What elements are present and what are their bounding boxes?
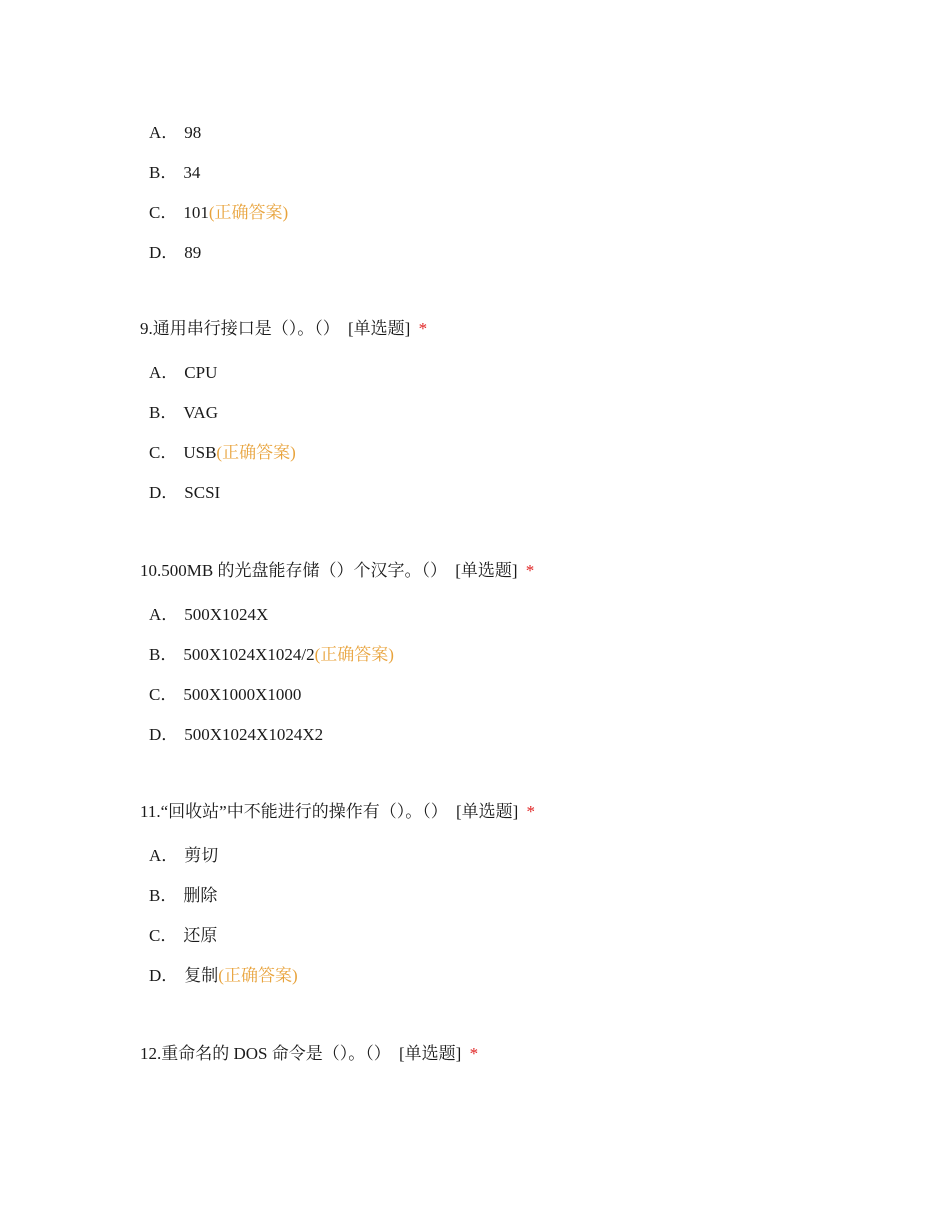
option-separator: ． bbox=[160, 685, 178, 704]
question-text: 12.重命名的 DOS 命令是（）。（） bbox=[140, 1044, 391, 1063]
option-b bbox=[140, 393, 900, 433]
correct-answer-label: (正确答案) bbox=[208, 203, 289, 222]
option-letter: D bbox=[149, 966, 162, 985]
question-title bbox=[140, 557, 900, 585]
option-letter: C bbox=[149, 926, 161, 945]
option-a bbox=[140, 836, 900, 876]
option-separator: ． bbox=[160, 926, 178, 945]
option-separator: ． bbox=[160, 203, 178, 222]
option-text: VAG bbox=[183, 403, 218, 422]
option-text: 复制 bbox=[184, 966, 219, 985]
option-c bbox=[140, 675, 900, 715]
option-text: 101 bbox=[183, 203, 209, 222]
option-separator: ． bbox=[161, 363, 179, 382]
question-type-tag: [单选题] bbox=[455, 561, 518, 580]
option-letter: C bbox=[149, 443, 161, 462]
option-separator: ． bbox=[161, 966, 179, 985]
option-separator: ． bbox=[160, 163, 178, 182]
option-letter: B bbox=[149, 886, 161, 905]
option-text: 500X1024X1024X2 bbox=[184, 725, 324, 744]
option-c bbox=[140, 193, 900, 233]
option-text: 500X1024X1024/2 bbox=[183, 645, 315, 664]
option-separator: ． bbox=[160, 645, 178, 664]
option-letter: D bbox=[149, 243, 162, 262]
option-d bbox=[140, 233, 900, 273]
option-letter: A bbox=[149, 605, 162, 624]
question-text: 9.通用串行接口是（）。（） bbox=[140, 319, 340, 338]
question-11 bbox=[140, 798, 900, 996]
option-text: 还原 bbox=[183, 926, 218, 945]
question-type-tag: [单选题] bbox=[399, 1044, 462, 1063]
question-12 bbox=[140, 1040, 900, 1068]
required-mark: * bbox=[469, 1044, 479, 1063]
option-text: 34 bbox=[183, 163, 201, 182]
option-text: USB bbox=[183, 443, 217, 462]
option-d bbox=[140, 473, 900, 513]
required-mark: * bbox=[525, 561, 535, 580]
option-separator: ． bbox=[161, 846, 179, 865]
option-letter: D bbox=[149, 483, 162, 502]
option-letter: A bbox=[149, 846, 162, 865]
option-separator: ． bbox=[161, 605, 179, 624]
option-a bbox=[140, 595, 900, 635]
option-text: 删除 bbox=[183, 886, 218, 905]
option-text: 剪切 bbox=[184, 846, 219, 865]
option-b bbox=[140, 153, 900, 193]
option-letter: B bbox=[149, 403, 161, 422]
question-11-options bbox=[140, 836, 900, 996]
option-a bbox=[140, 113, 900, 153]
question-type-tag: [单选题] bbox=[348, 319, 411, 338]
option-text: 98 bbox=[184, 123, 202, 142]
option-c bbox=[140, 433, 900, 473]
correct-answer-label: (正确答案) bbox=[314, 645, 394, 664]
required-mark: * bbox=[418, 319, 428, 338]
option-separator: ． bbox=[160, 443, 178, 462]
option-letter: B bbox=[149, 163, 161, 182]
option-letter: B bbox=[149, 645, 161, 664]
option-separator: ． bbox=[160, 886, 178, 905]
question-title bbox=[140, 798, 900, 826]
question-title bbox=[140, 1040, 900, 1068]
option-separator: ． bbox=[161, 123, 179, 142]
question-text: 11.“回收站”中不能进行的操作有（）。（） bbox=[140, 802, 448, 821]
option-separator: ． bbox=[161, 483, 179, 502]
option-d bbox=[140, 715, 900, 755]
question-title bbox=[140, 315, 900, 343]
option-separator: ． bbox=[160, 403, 178, 422]
option-c bbox=[140, 916, 900, 956]
correct-answer-label: (正确答案) bbox=[218, 966, 298, 985]
question-10-options bbox=[140, 595, 900, 755]
option-letter: C bbox=[149, 685, 161, 704]
question-10 bbox=[140, 557, 900, 755]
option-text: CPU bbox=[184, 363, 218, 382]
question-9-options bbox=[140, 353, 900, 513]
question-8-options bbox=[140, 113, 900, 273]
option-letter: C bbox=[149, 203, 161, 222]
option-letter: A bbox=[149, 363, 162, 382]
question-type-tag: [单选题] bbox=[455, 802, 519, 821]
option-a bbox=[140, 353, 900, 393]
option-b bbox=[140, 635, 900, 675]
option-text: 500X1024X bbox=[184, 605, 269, 624]
question-9 bbox=[140, 315, 900, 513]
option-text: 89 bbox=[184, 243, 202, 262]
option-separator: ． bbox=[161, 725, 179, 744]
required-mark: * bbox=[526, 802, 536, 821]
option-text: 500X1000X1000 bbox=[183, 685, 302, 704]
option-letter: D bbox=[149, 725, 162, 744]
question-text: 10.500MB 的光盘能存储（）个汉字。（） bbox=[140, 561, 447, 580]
option-text: SCSI bbox=[184, 483, 221, 502]
question-8 bbox=[140, 113, 900, 273]
option-b bbox=[140, 876, 900, 916]
option-letter: A bbox=[149, 123, 162, 142]
correct-answer-label: (正确答案) bbox=[216, 443, 296, 462]
option-separator: ． bbox=[161, 243, 179, 262]
option-d bbox=[140, 956, 900, 996]
